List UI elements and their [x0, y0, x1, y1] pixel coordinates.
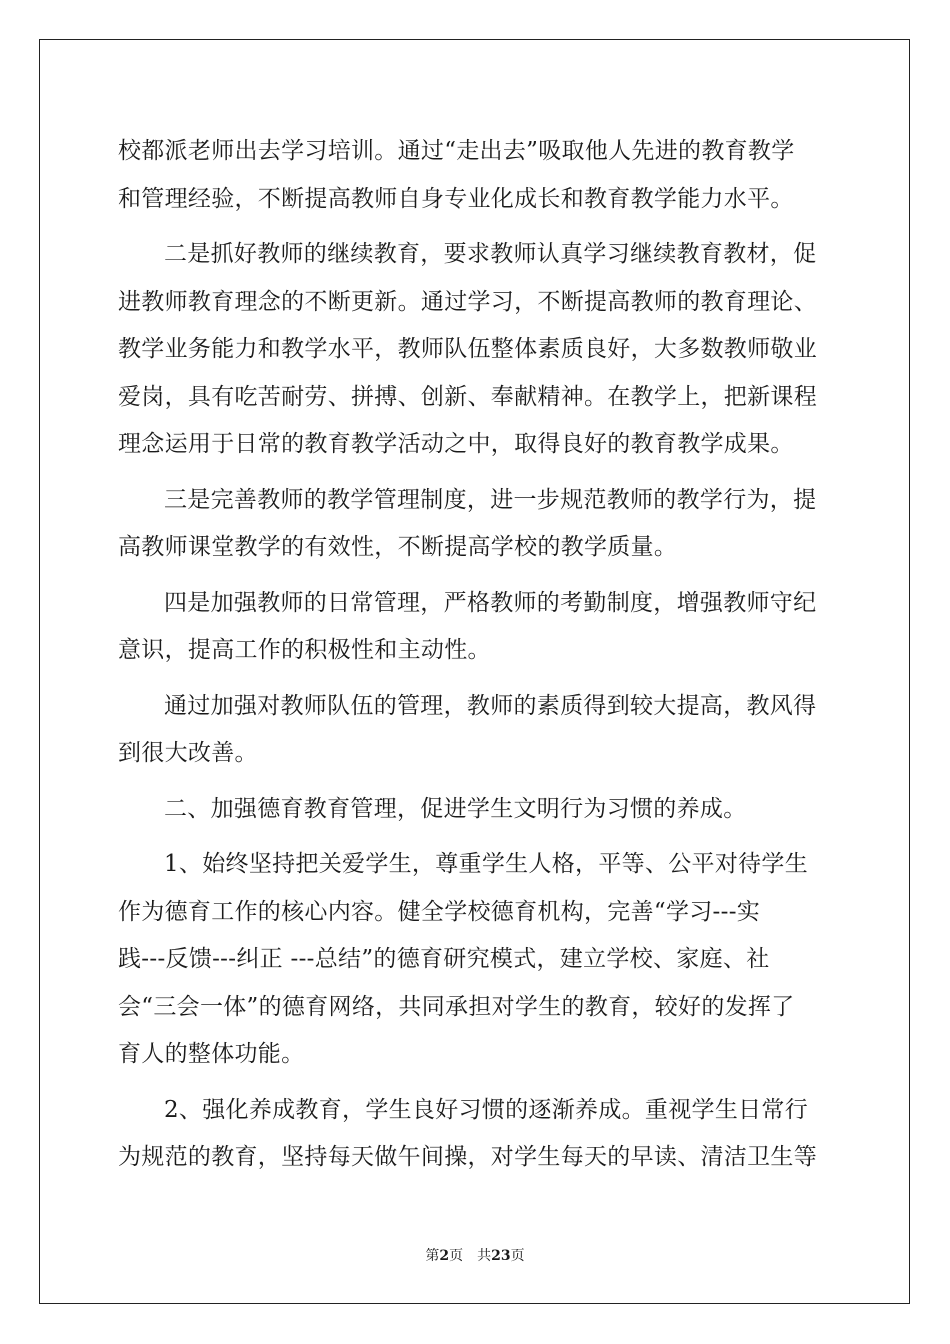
current-page-number: 2	[439, 1248, 450, 1264]
text-line: 会“三会一体”的德育网络，共同承担对学生的教育，较好的发挥了	[118, 993, 795, 1020]
text-line: 理念运用于日常的教育教学活动之中，取得良好的教育教学成果。	[118, 431, 794, 457]
text-line: 为规范的教育，坚持每天做午间操，对学生每天的早读、清洁卫生等	[118, 1144, 817, 1170]
text-line: 通过加强对教师队伍的管理，教师的素质得到较大提高，教风得	[164, 692, 817, 719]
total-prefix: 共	[477, 1248, 492, 1264]
text-line: 三是完善教师的教学管理制度，进一步规范教师的教学行为，提	[164, 486, 817, 513]
text-line: 践---反馈---纠正 ---总结”的德育研究模式，建立学校、家庭、社	[118, 946, 770, 972]
text-line: 作为德育工作的核心内容。健全学校德育机构，完善“学习---实	[118, 898, 761, 925]
text-line: 育人的整体功能。	[118, 1041, 305, 1067]
total-suffix: 页	[510, 1248, 525, 1264]
total-page-count: 23	[491, 1248, 511, 1264]
section-heading: 二、加强德育教育管理，促进学生文明行为习惯的养成。	[164, 795, 747, 822]
text-line: 校都派老师出去学习培训。通过“走出去”吸取他人先进的教育教学	[118, 138, 795, 164]
text-line: 进教师教育理念的不断更新。通过学习，不断提高教师的教育理论、	[118, 288, 817, 315]
page-prefix: 第	[425, 1248, 440, 1264]
text-line: 二是抓好教师的继续教育，要求教师认真学习继续教育教材，促	[164, 241, 817, 267]
text-line: 四是加强教师的日常管理，严格教师的考勤制度，增强教师守纪	[164, 589, 817, 616]
text-line: 爱岗，具有吃苦耐劳、拼搏、创新、奉献精神。在教学上，把新课程	[118, 383, 817, 410]
text-line: 意识，提高工作的积极性和主动性。	[118, 637, 491, 663]
text-line: 教学业务能力和教学水平，教师队伍整体素质良好，大多数教师敬业	[118, 336, 817, 362]
text-line: 和管理经验，不断提高教师自身专业化成长和教育教学能力水平。	[118, 185, 794, 212]
text-line: 到很大改善。	[118, 740, 258, 766]
page-number-footer	[0, 1245, 950, 1265]
document-body	[118, 128, 833, 1182]
text-line: 1、始终坚持把关爱学生，尊重学生人格，平等、公平对待学生	[164, 851, 809, 877]
page-suffix: 页	[449, 1248, 464, 1264]
text-line: 高教师课堂教学的有效性，不断提高学校的教学质量。	[118, 534, 678, 560]
text-line: 2、强化养成教育，学生良好习惯的逐渐养成。重视学生日常行	[164, 1096, 809, 1123]
